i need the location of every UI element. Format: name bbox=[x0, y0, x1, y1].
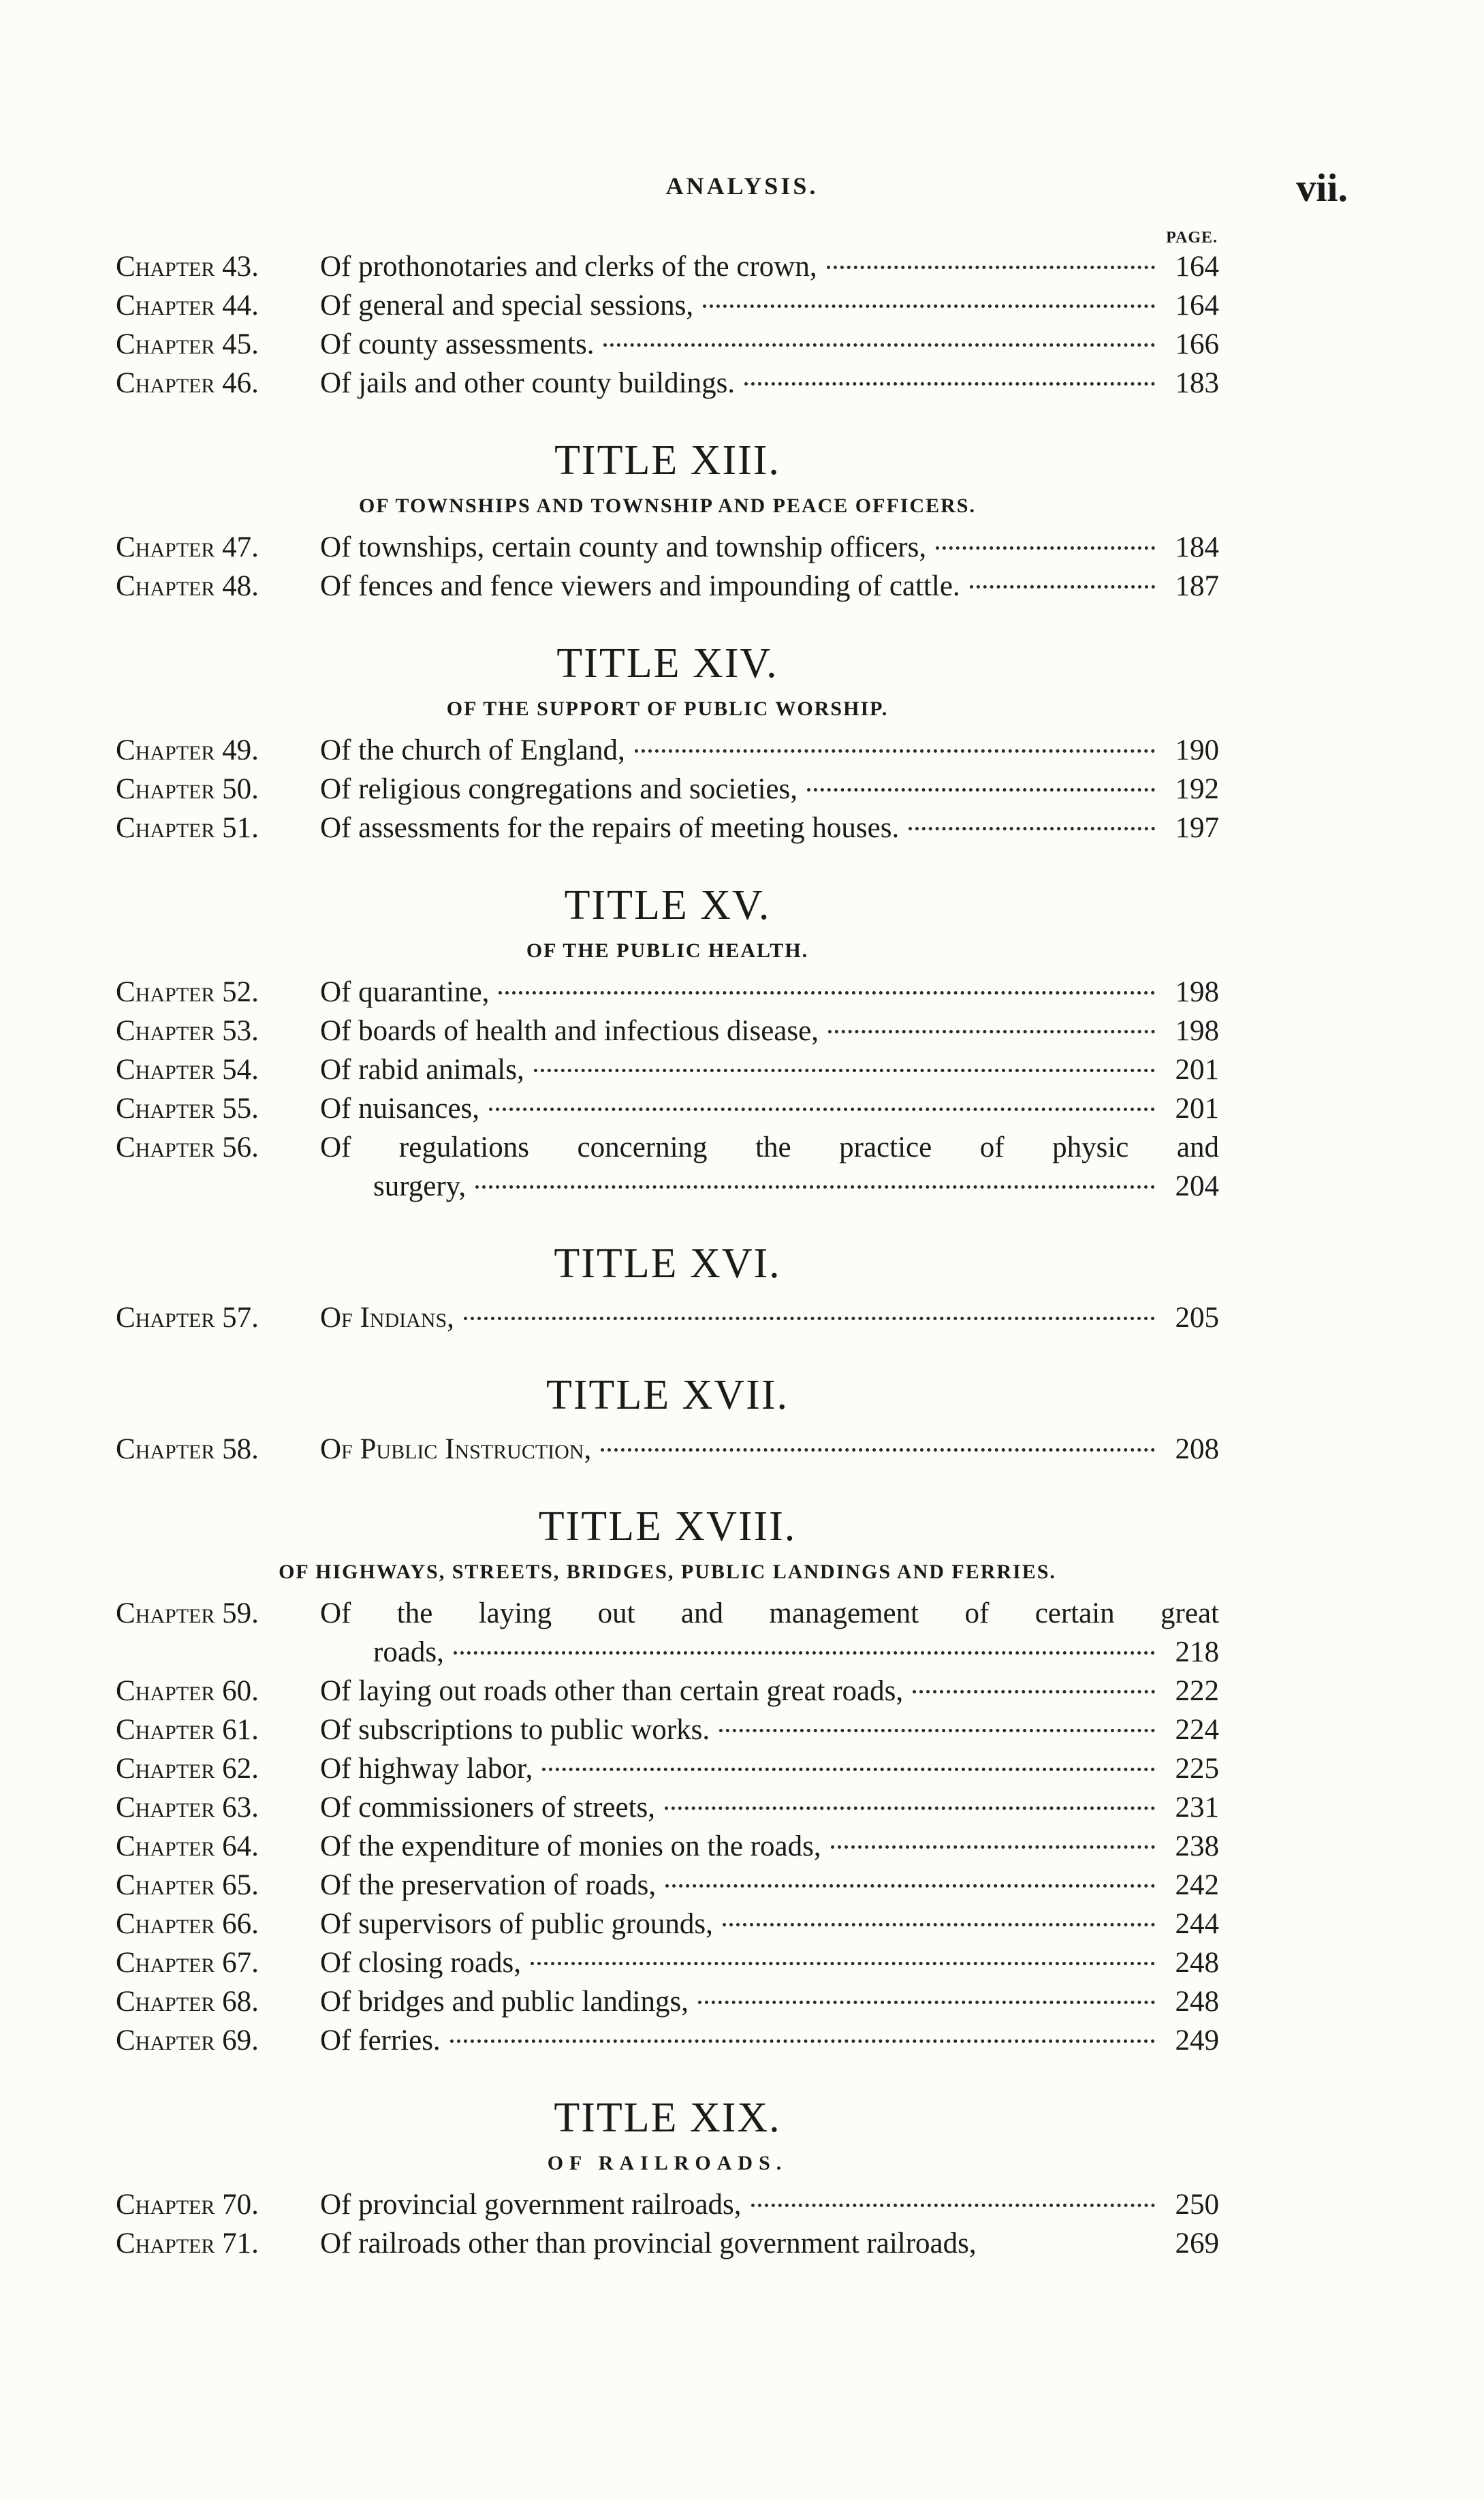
entry-description bbox=[320, 528, 1165, 567]
chapter-number: 44. bbox=[222, 290, 259, 322]
page-ref: 225 bbox=[1175, 1753, 1219, 1785]
chapter-number: 58. bbox=[222, 1433, 259, 1465]
contents-entry bbox=[116, 770, 1219, 809]
chapter-label bbox=[116, 1672, 320, 1710]
page-ref: 190 bbox=[1175, 734, 1219, 766]
running-head bbox=[0, 165, 1484, 210]
description-text: Of Indians, bbox=[320, 1302, 454, 1334]
chapter-label bbox=[116, 364, 320, 403]
chapter-word: Chapter bbox=[116, 1675, 215, 1707]
dot-leader bbox=[723, 1923, 1155, 1926]
contents-entry bbox=[116, 364, 1219, 403]
chapter-number: 71. bbox=[222, 2227, 259, 2259]
description-text: Of the preservation of roads, bbox=[320, 1869, 657, 1901]
description-text: Of quarantine, bbox=[320, 976, 490, 1008]
dot-leader bbox=[703, 304, 1155, 308]
contents-entry bbox=[116, 1827, 1219, 1866]
page-ref: 222 bbox=[1175, 1675, 1219, 1707]
chapter-word: Chapter bbox=[116, 1054, 215, 1086]
chapter-label bbox=[116, 2224, 320, 2263]
chapter-number: 51. bbox=[222, 812, 259, 844]
page-ref: 231 bbox=[1175, 1792, 1219, 1824]
chapter-label bbox=[116, 1982, 320, 2021]
dot-leader bbox=[464, 1317, 1155, 1320]
description-text: Of townships, certain county and township officers, bbox=[320, 531, 927, 563]
entry-description bbox=[320, 1866, 1165, 1905]
chapter-word: Chapter bbox=[116, 1093, 215, 1125]
entry-description bbox=[320, 286, 1165, 325]
entry-description bbox=[320, 1594, 1219, 1672]
spacer bbox=[116, 1419, 1219, 1430]
chapter-word: Chapter bbox=[116, 734, 215, 766]
chapter-word: Chapter bbox=[116, 367, 215, 399]
chapter-number: 60. bbox=[222, 1675, 259, 1707]
entry-description bbox=[320, 325, 1165, 364]
dot-leader bbox=[807, 788, 1155, 792]
chapter-word: Chapter bbox=[116, 1597, 215, 1629]
contents-entry bbox=[116, 1943, 1219, 1982]
title-subheading: OF THE PUBLIC HEALTH. bbox=[526, 939, 809, 962]
dot-leader bbox=[601, 1448, 1155, 1452]
entry-description bbox=[320, 731, 1165, 770]
page-ref: 197 bbox=[1175, 812, 1219, 844]
chapter-label bbox=[116, 325, 320, 364]
chapter-number: 66. bbox=[222, 1908, 259, 1940]
chapter-number: 49. bbox=[222, 734, 259, 766]
page-ref: 183 bbox=[1175, 367, 1219, 399]
contents-entry bbox=[116, 286, 1219, 325]
description-text: Of rabid animals, bbox=[320, 1054, 524, 1086]
chapter-word: Chapter bbox=[116, 531, 215, 563]
chapter-number: 46. bbox=[222, 367, 259, 399]
page-ref: 198 bbox=[1175, 976, 1219, 1008]
description-text: Of supervisors of public grounds, bbox=[320, 1908, 713, 1940]
entry-description bbox=[320, 2021, 1165, 2060]
chapter-label bbox=[116, 1866, 320, 1905]
page-ref: 249 bbox=[1175, 2024, 1219, 2057]
chapter-word: Chapter bbox=[116, 1947, 215, 1979]
title-heading: TITLE XV. bbox=[564, 882, 771, 928]
chapter-label bbox=[116, 1012, 320, 1050]
entry-description bbox=[320, 1672, 1165, 1710]
description-text: Of prothonotaries and clerks of the crown, bbox=[320, 251, 817, 283]
chapter-label bbox=[116, 1710, 320, 1749]
chapter-label bbox=[116, 770, 320, 809]
entry-description bbox=[320, 1710, 1165, 1749]
description-line: Of regulations concerning the practice of physic and bbox=[320, 1131, 1219, 1163]
chapter-word: Chapter bbox=[116, 2189, 215, 2221]
contents-entry bbox=[116, 567, 1219, 606]
entry-description bbox=[320, 247, 1165, 286]
entry-description bbox=[320, 2224, 1165, 2263]
contents-entry bbox=[116, 528, 1219, 567]
title-subheading: OF TOWNSHIPS AND TOWNSHIP AND PEACE OFFICERS. bbox=[358, 495, 976, 517]
dot-leader bbox=[828, 1030, 1155, 1033]
dot-leader bbox=[698, 2001, 1155, 2004]
contents-entry bbox=[116, 731, 1219, 770]
chapter-word: Chapter bbox=[116, 1792, 215, 1824]
page-ref: 198 bbox=[1175, 1015, 1219, 1047]
contents-entry bbox=[116, 1430, 1219, 1469]
title-heading: TITLE XIV. bbox=[556, 640, 778, 687]
chapter-label bbox=[116, 2185, 320, 2224]
entry-description bbox=[320, 809, 1165, 847]
dot-leader bbox=[635, 749, 1155, 753]
title-heading: TITLE XVI. bbox=[554, 1240, 781, 1287]
chapter-label bbox=[116, 1749, 320, 1788]
entry-description bbox=[320, 2185, 1165, 2224]
contents-entry bbox=[116, 1089, 1219, 1128]
contents-entry bbox=[116, 1866, 1219, 1905]
title-heading: TITLE XIX. bbox=[554, 2095, 781, 2141]
dot-leader bbox=[450, 2039, 1155, 2043]
page-ref: 205 bbox=[1175, 1302, 1219, 1334]
description-text: Of subscriptions to public works. bbox=[320, 1714, 710, 1746]
chapter-label bbox=[116, 731, 320, 770]
dot-leader bbox=[665, 1884, 1155, 1888]
entry-description bbox=[320, 1827, 1165, 1866]
page-ref: 201 bbox=[1175, 1093, 1219, 1125]
entry-description bbox=[320, 364, 1165, 403]
description-text: Of ferries. bbox=[320, 2024, 441, 2057]
contents-entry bbox=[116, 1710, 1219, 1749]
entry-description bbox=[320, 973, 1165, 1012]
entry-description bbox=[320, 1430, 1165, 1469]
chapter-word: Chapter bbox=[116, 1986, 215, 2018]
entry-description bbox=[320, 1089, 1165, 1128]
dot-leader bbox=[827, 266, 1155, 269]
page-column-label: PAGE. bbox=[1166, 229, 1218, 247]
title-heading: TITLE XVII. bbox=[546, 1372, 789, 1418]
contents-entry bbox=[116, 1050, 1219, 1089]
page-ref: 218 bbox=[1175, 1636, 1219, 1668]
page-ref: 269 bbox=[1175, 2227, 1219, 2259]
description-text: Of nuisances, bbox=[320, 1093, 480, 1125]
chapter-label bbox=[116, 2021, 320, 2060]
chapter-number: 52. bbox=[222, 976, 259, 1008]
dot-leader bbox=[489, 1108, 1155, 1111]
page-ref: 250 bbox=[1175, 2189, 1219, 2221]
chapter-number: 69. bbox=[222, 2024, 259, 2057]
chapter-number: 45. bbox=[222, 328, 259, 360]
chapter-label bbox=[116, 973, 320, 1012]
chapter-label bbox=[116, 1788, 320, 1827]
description-text: Of provincial government railroads, bbox=[320, 2189, 742, 2221]
entry-description bbox=[320, 1298, 1165, 1337]
contents-entry bbox=[116, 973, 1219, 1012]
contents-entry bbox=[116, 2224, 1219, 2263]
chapter-number: 70. bbox=[222, 2189, 259, 2221]
contents-entry bbox=[116, 1982, 1219, 2021]
contents-entry bbox=[116, 1749, 1219, 1788]
contents-entry bbox=[116, 1905, 1219, 1943]
dot-leader bbox=[909, 827, 1155, 830]
chapter-label bbox=[116, 1298, 320, 1337]
description-text: Of general and special sessions, bbox=[320, 290, 694, 322]
description-line: roads, bbox=[373, 1636, 444, 1668]
description-text: Of laying out roads other than certain great roads, bbox=[320, 1675, 904, 1707]
dot-leader bbox=[499, 991, 1155, 995]
chapter-label bbox=[116, 1430, 320, 1469]
dot-leader bbox=[534, 1069, 1155, 1072]
chapter-word: Chapter bbox=[116, 290, 215, 322]
description-continuation bbox=[320, 1633, 1219, 1672]
page-ref: 248 bbox=[1175, 1986, 1219, 2018]
chapter-label bbox=[116, 567, 320, 606]
title-subheading: OF HIGHWAYS, STREETS, BRIDGES, PUBLIC LANDINGS AND FERRIES. bbox=[279, 1561, 1056, 1583]
page-number: vii. bbox=[1296, 166, 1348, 210]
title-subheading: OF THE SUPPORT OF PUBLIC WORSHIP. bbox=[446, 698, 889, 720]
title-subheading: OF RAILROADS. bbox=[547, 2152, 788, 2174]
contents-entry bbox=[116, 2021, 1219, 2060]
chapter-number: 54. bbox=[222, 1054, 259, 1086]
entry-description bbox=[320, 1943, 1165, 1982]
chapter-number: 56. bbox=[222, 1131, 259, 1163]
chapter-number: 43. bbox=[222, 251, 259, 283]
chapter-label bbox=[116, 1905, 320, 1943]
dot-leader bbox=[913, 1690, 1155, 1693]
contents-entry bbox=[116, 325, 1219, 364]
entry-description bbox=[320, 1050, 1165, 1089]
chapter-word: Chapter bbox=[116, 1302, 215, 1334]
description-continuation bbox=[320, 1167, 1219, 1206]
chapter-label bbox=[116, 1827, 320, 1866]
dot-leader bbox=[831, 1845, 1155, 1849]
page-ref: 204 bbox=[1175, 1170, 1219, 1202]
chapter-number: 47. bbox=[222, 531, 259, 563]
chapter-number: 67. bbox=[222, 1947, 259, 1979]
chapter-number: 63. bbox=[222, 1792, 259, 1824]
page-ref: 164 bbox=[1175, 251, 1219, 283]
contents-entry bbox=[116, 1128, 1219, 1206]
page-ref: 208 bbox=[1175, 1433, 1219, 1465]
chapter-word: Chapter bbox=[116, 570, 215, 602]
page-ref: 192 bbox=[1175, 773, 1219, 805]
dot-leader bbox=[542, 1768, 1155, 1771]
description-line: surgery, bbox=[373, 1170, 467, 1202]
dot-leader bbox=[454, 1651, 1155, 1655]
dot-leader bbox=[603, 343, 1155, 347]
description-text: Of boards of health and infectious disease, bbox=[320, 1015, 819, 1047]
description-text: Of bridges and public landings, bbox=[320, 1986, 689, 2018]
entry-description bbox=[320, 1012, 1165, 1050]
chapter-label bbox=[116, 809, 320, 847]
entry-description bbox=[320, 1905, 1165, 1943]
chapter-label bbox=[116, 1943, 320, 1982]
dot-leader bbox=[936, 546, 1155, 550]
contents-entry bbox=[116, 809, 1219, 847]
chapter-number: 50. bbox=[222, 773, 259, 805]
contents-entry bbox=[116, 247, 1219, 286]
spacer bbox=[116, 1287, 1219, 1298]
chapter-word: Chapter bbox=[116, 1433, 215, 1465]
chapter-number: 53. bbox=[222, 1015, 259, 1047]
chapter-word: Chapter bbox=[116, 2227, 215, 2259]
description-text: Of religious congregations and societies, bbox=[320, 773, 798, 805]
page-ref: 224 bbox=[1175, 1714, 1219, 1746]
entry-description bbox=[320, 1749, 1165, 1788]
chapter-number: 61. bbox=[222, 1714, 259, 1746]
description-text: Of commissioners of streets, bbox=[320, 1792, 656, 1824]
page-ref: 164 bbox=[1175, 290, 1219, 322]
chapter-word: Chapter bbox=[116, 1869, 215, 1901]
page-ref: 166 bbox=[1175, 328, 1219, 360]
chapter-word: Chapter bbox=[116, 2024, 215, 2057]
chapter-word: Chapter bbox=[116, 328, 215, 360]
description-text: Of railroads other than provincial government railroads, bbox=[320, 2227, 977, 2259]
description-text: Of assessments for the repairs of meeting houses. bbox=[320, 812, 900, 844]
description-text: Of highway labor, bbox=[320, 1753, 533, 1785]
chapter-label bbox=[116, 286, 320, 325]
description-line: Of the laying out and management of certain great bbox=[320, 1597, 1219, 1629]
dot-leader bbox=[751, 2204, 1155, 2207]
page-ref: 248 bbox=[1175, 1947, 1219, 1979]
chapter-word: Chapter bbox=[116, 1131, 215, 1163]
contents-entry bbox=[116, 2185, 1219, 2224]
chapter-word: Chapter bbox=[116, 1714, 215, 1746]
contents-entry bbox=[116, 1594, 1219, 1672]
chapter-number: 65. bbox=[222, 1869, 259, 1901]
chapter-label bbox=[116, 1594, 320, 1633]
chapter-word: Chapter bbox=[116, 1015, 215, 1047]
description-text: Of closing roads, bbox=[320, 1947, 521, 1979]
contents-entry bbox=[116, 1672, 1219, 1710]
page-ref: 201 bbox=[1175, 1054, 1219, 1086]
dot-leader bbox=[531, 1962, 1155, 1965]
chapter-label bbox=[116, 1128, 320, 1167]
description-text: Of jails and other county buildings. bbox=[320, 367, 736, 399]
chapter-number: 68. bbox=[222, 1986, 259, 2018]
title-heading: TITLE XVIII. bbox=[538, 1503, 797, 1550]
table-of-contents bbox=[116, 228, 1219, 2263]
chapter-number: 59. bbox=[222, 1597, 259, 1629]
chapter-word: Chapter bbox=[116, 812, 215, 844]
page-ref: 244 bbox=[1175, 1908, 1219, 1940]
description-text: Of fences and fence viewers and impounding of cattle. bbox=[320, 570, 960, 602]
chapter-number: 48. bbox=[222, 570, 259, 602]
entry-description bbox=[320, 567, 1165, 606]
contents-entry bbox=[116, 1788, 1219, 1827]
contents-entry bbox=[116, 1012, 1219, 1050]
dot-leader bbox=[665, 1807, 1155, 1810]
chapter-number: 55. bbox=[222, 1093, 259, 1125]
chapter-label bbox=[116, 528, 320, 567]
chapter-word: Chapter bbox=[116, 773, 215, 805]
title-heading: TITLE XIII. bbox=[554, 437, 780, 484]
page-ref: 184 bbox=[1175, 531, 1219, 563]
chapter-word: Chapter bbox=[116, 1753, 215, 1785]
description-text: Of county assessments. bbox=[320, 328, 595, 360]
entry-description bbox=[320, 1128, 1219, 1206]
description-text: Of the church of England, bbox=[320, 734, 625, 766]
dot-leader bbox=[719, 1729, 1155, 1732]
dot-leader bbox=[475, 1185, 1155, 1189]
page-ref: 238 bbox=[1175, 1830, 1219, 1862]
chapter-number: 57. bbox=[222, 1302, 259, 1334]
chapter-label bbox=[116, 1050, 320, 1089]
entry-description bbox=[320, 1788, 1165, 1827]
description-text: Of the expenditure of monies on the roads, bbox=[320, 1830, 821, 1862]
running-title: ANALYSIS. bbox=[665, 172, 819, 200]
description-text: Of Public Instruction, bbox=[320, 1433, 592, 1465]
chapter-label bbox=[116, 247, 320, 286]
chapter-number: 64. bbox=[222, 1830, 259, 1862]
dot-leader bbox=[744, 382, 1155, 386]
chapter-number: 62. bbox=[222, 1753, 259, 1785]
chapter-word: Chapter bbox=[116, 1908, 215, 1940]
contents-entry bbox=[116, 1298, 1219, 1337]
chapter-word: Chapter bbox=[116, 1830, 215, 1862]
chapter-label bbox=[116, 1089, 320, 1128]
chapter-word: Chapter bbox=[116, 976, 215, 1008]
entry-description bbox=[320, 1982, 1165, 2021]
page-ref: 242 bbox=[1175, 1869, 1219, 1901]
dot-leader bbox=[970, 585, 1155, 589]
entry-description bbox=[320, 770, 1165, 809]
page-ref: 187 bbox=[1175, 570, 1219, 602]
chapter-word: Chapter bbox=[116, 251, 215, 283]
